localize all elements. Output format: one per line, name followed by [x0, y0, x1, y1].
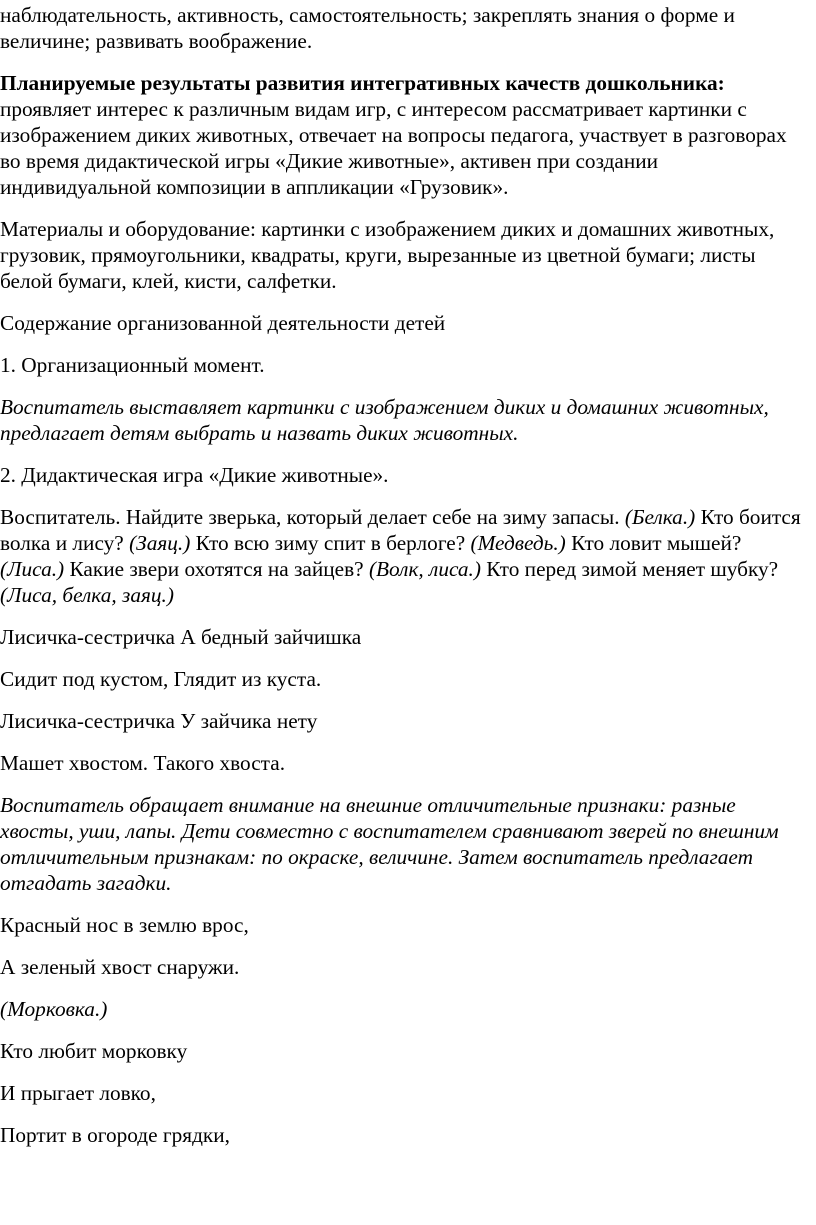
poem-line-2: Сидит под кустом, Глядит из куста. — [0, 667, 322, 691]
poem-line-3: Лисичка-сестричка У зайчика нету — [0, 709, 318, 733]
riddle-1-answer: (Морковка.) — [0, 997, 108, 1021]
step-2-heading: 2. Дидактическая игра «Дикие животные». — [0, 463, 389, 487]
answer-3: (Медведь.) — [470, 531, 566, 555]
answer-4: (Лиса.) — [0, 557, 65, 581]
riddle-2-line-1: Кто любит морковку — [0, 1039, 188, 1063]
riddle-1-line-2: А зеленый хвост снаружи. — [0, 955, 240, 979]
poem-line-4: Машет хвостом. Такого хвоста. — [0, 751, 286, 775]
intro-paragraph: наблюдательность, активность, самостоятельность; закреплять знания о форме и величине; развивать воображение. — [0, 3, 735, 53]
poem-line-1: Лисичка-сестричка А бедный зайчишка — [0, 625, 362, 649]
results-text: проявляет интерес к различным видам игр, с интересом рассматривает картинки с изображением диких животных, отвечает на вопросы педагога, участвует в разговорах во время дидактической игры «Дикие животные», активен при создании индивидуальной композиции в аппликации «Грузовик». — [0, 97, 787, 199]
question-4: Кто ловит мышей? — [565, 531, 742, 555]
riddle-2-line-2: И прыгает ловко, — [0, 1081, 156, 1105]
question-2: Кто боится волка и лису? — [0, 505, 801, 555]
step-1-heading: 1. Организационный момент. — [0, 353, 265, 377]
answer-1: (Белка.) — [624, 505, 696, 529]
answer-6: (Лиса, белка, заяц.) — [0, 583, 174, 607]
materials-paragraph: Материалы и оборудование: картинки с изображением диких и домашних животных, грузовик, прямоугольники, квадраты, круги, вырезанные из цветной бумаги; листы белой бумаги, клей, кисти, салфетки. — [0, 217, 775, 293]
answer-5: (Волк, лиса.) — [368, 557, 481, 581]
riddle-2-line-3: Портит в огороде грядки, — [0, 1123, 230, 1147]
document-page — [0, 2, 808, 1164]
step-1-note: Воспитатель выставляет картинки с изображением диких и домашних животных, предлагает детям выбрать и назвать диких животных. — [0, 395, 769, 445]
question-1: Воспитатель. Найдите зверька, который делает себе на зиму запасы. — [0, 505, 625, 529]
question-6: Кто перед зимой меняет шубку? — [480, 557, 779, 581]
dialogue-paragraph — [0, 504, 808, 608]
question-3: Кто всю зиму спит в берлоге? — [190, 531, 471, 555]
riddle-1-line-1: Красный нос в землю врос, — [0, 913, 249, 937]
question-5: Какие звери охотятся на зайцев? — [64, 557, 369, 581]
answer-2: (Заяц.) — [129, 531, 191, 555]
teacher-note: Воспитатель обращает внимание на внешние отличительные признаки: разные хвосты, уши, лапы. Дети совместно с воспитателем сравнивают зверей по внешним отличительным признакам: по окраске, величине. Затем воспитатель предлагает отгадать загадки. — [0, 793, 779, 895]
content-title: Содержание организованной деятельности детей — [0, 311, 446, 335]
results-paragraph — [0, 70, 808, 200]
results-label: Планируемые результаты развития интегративных качеств дошкольника: — [0, 71, 725, 95]
